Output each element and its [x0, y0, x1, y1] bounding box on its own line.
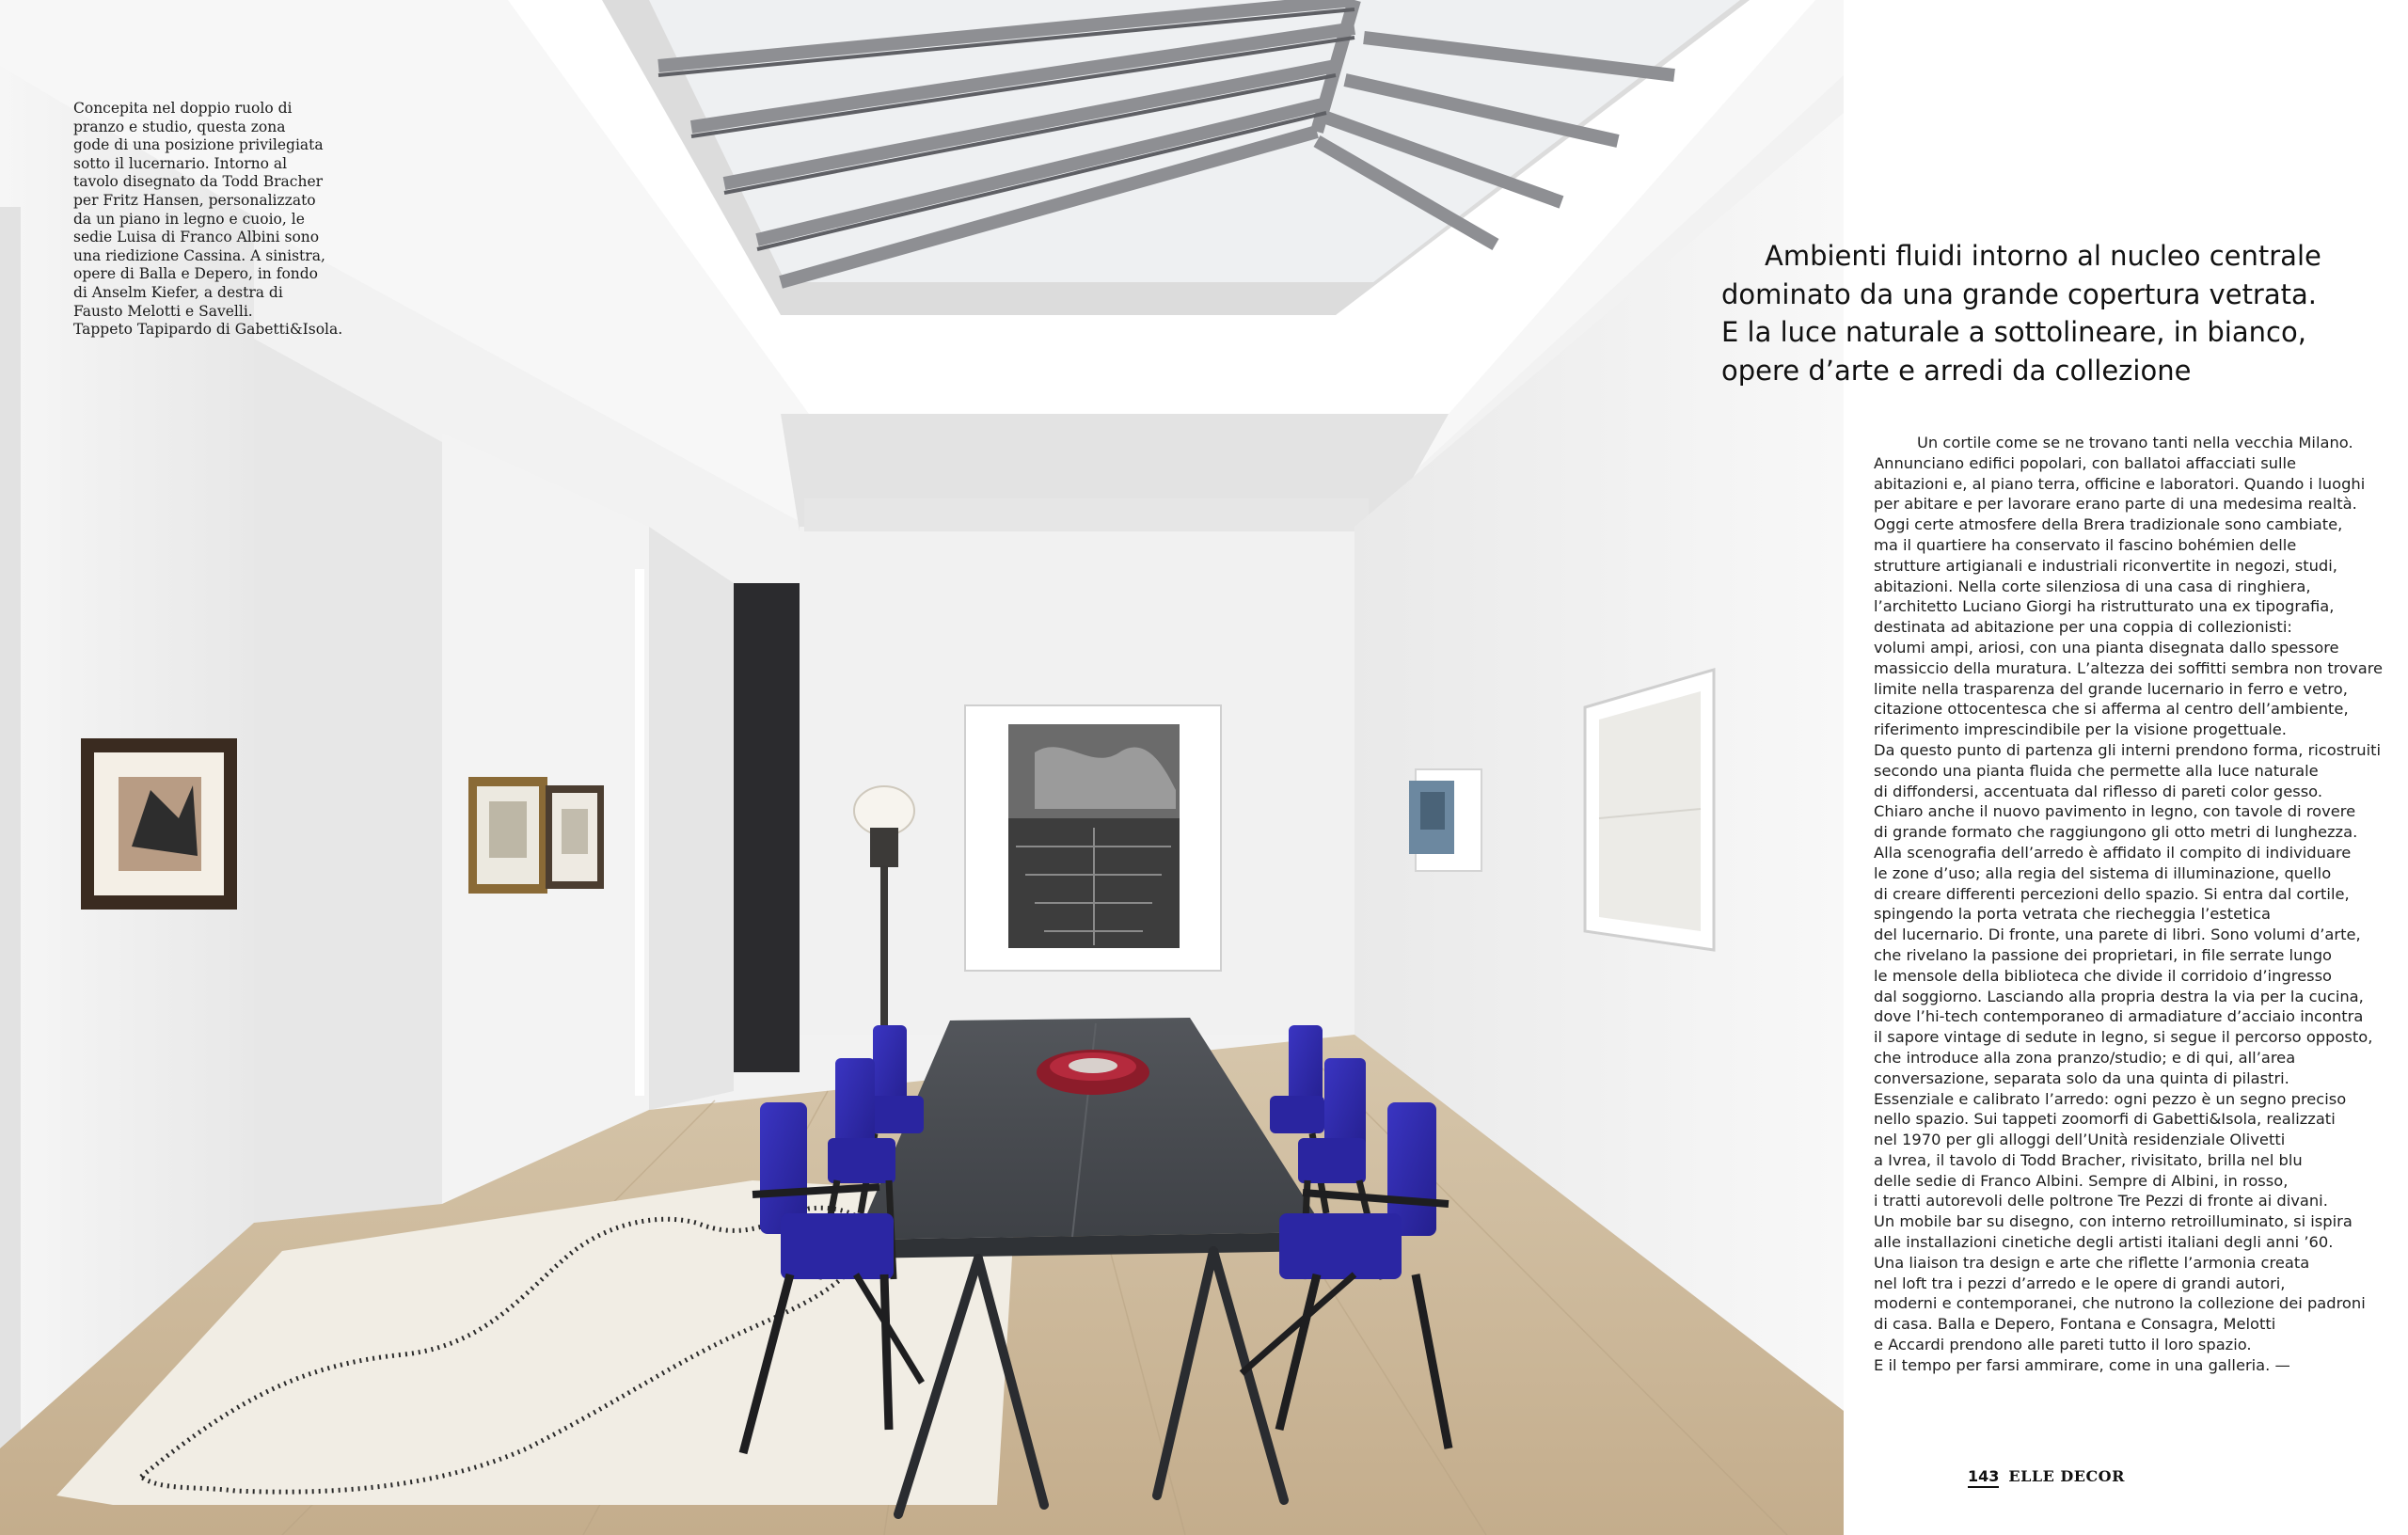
body-line: moderni e contemporanei, che nutrono la collezione dei padroni: [1874, 1294, 2366, 1313]
body-line: che introduce alla zona pranzo/studio; e di qui, all’area: [1874, 1048, 2296, 1067]
body-line: limite nella trasparenza del grande lucernario in ferro e vetro,: [1874, 679, 2348, 698]
headline-line: E la luce naturale a sottolineare, in bianco,: [1721, 316, 2306, 348]
body-line: a Ivrea, il tavolo di Todd Bracher, rivisitato, brilla nel blu: [1874, 1150, 2303, 1169]
body-line: per abitare e per lavorare erano parte di una medesima realtà.: [1874, 495, 2357, 514]
magazine-name: ELLE DECOR: [2008, 1467, 2125, 1485]
body-line: Da questo punto di partenza gli interni prendono forma, ricostruiti: [1874, 740, 2382, 759]
body-line: le zone d’uso; alla regia del sistema di illuminazione, quello: [1874, 863, 2332, 882]
body-line: destinata ad abitazione per una coppia di collezionisti:: [1874, 618, 2292, 637]
headline-line: Ambienti fluidi intorno al nucleo centrale: [1765, 240, 2321, 272]
body-line: nel loft tra i pezzi d’arredo e le opere di grandi autori,: [1874, 1274, 2286, 1292]
headline: [1721, 237, 2380, 389]
headline-line: opere d’arte e arredi da collezione: [1721, 354, 2192, 387]
body-line: e Accardi prendono alle pareti tutto il loro spazio.: [1874, 1336, 2252, 1354]
body-line: Alla scenografia dell’arredo è affidato il compito di individuare: [1874, 843, 2352, 862]
headline-line: dominato da una grande copertura vetrata.: [1721, 277, 2317, 310]
article-body: [1874, 433, 2400, 1376]
body-line: massiccio della muratura. L’altezza dei soffitti sembra non trovare: [1874, 658, 2384, 677]
body-line: conversazione, separata solo da una quinta di pilastri.: [1874, 1068, 2289, 1087]
body-line: Oggi certe atmosfere della Brera tradizionale sono cambiate,: [1874, 515, 2343, 534]
body-line: abitazioni. Nella corte silenziosa di una casa di ringhiera,: [1874, 577, 2311, 595]
body-line: secondo una pianta fluida che permette alla luce naturale: [1874, 761, 2319, 780]
body-line: spingendo la porta vetrata che riecheggia l’estetica: [1874, 905, 2272, 924]
body-line: E il tempo per farsi ammirare, come in una galleria. —: [1874, 1355, 2290, 1374]
body-line: dove l’hi-tech contemporaneo di armadiature d’acciaio incontra: [1874, 1007, 2364, 1026]
body-line: citazione ottocentesca che si afferma al centro dell’ambiente,: [1874, 700, 2349, 719]
body-line: Annunciano edifici popolari, con ballatoi affacciati sulle: [1874, 453, 2297, 472]
body-line: dal soggiorno. Lasciando alla propria destra la via per la cucina,: [1874, 987, 2364, 1005]
body-line: Chiaro anche il nuovo pavimento in legno, con tavole di rovere: [1874, 802, 2356, 821]
body-line: abitazioni e, al piano terra, officine e laboratori. Quando i luoghi: [1874, 474, 2366, 493]
body-line: i tratti autorevoli delle poltrone Tre Pezzi di fronte ai divani.: [1874, 1192, 2328, 1211]
body-line: nel 1970 per gli alloggi dell’Unità residenziale Olivetti: [1874, 1131, 2286, 1149]
body-line: di casa. Balla e Depero, Fontana e Consagra, Melotti: [1874, 1315, 2276, 1334]
body-line: ma il quartiere ha conservato il fascino bohémien delle: [1874, 535, 2297, 554]
body-line: volumi ampi, ariosi, con una pianta disegnata dallo spessore: [1874, 638, 2339, 657]
body-line: Una liaison tra design e arte che riflette l’armonia creata: [1874, 1253, 2310, 1272]
page-folio: [1968, 1467, 2125, 1485]
body-line: le mensole della biblioteca che divide il corridoio d’ingresso: [1874, 966, 2333, 985]
body-line: strutture artigianali e industriali riconvertite in negozi, studi,: [1874, 556, 2337, 575]
body-line: di grande formato che raggiungono gli otto metri di lunghezza.: [1874, 823, 2358, 842]
body-line: delle sedie di Franco Albini. Sempre di Albini, in rosso,: [1874, 1171, 2289, 1190]
body-line: nello spazio. Sui tappeti zoomorfi di Gabetti&Isola, realizzati: [1874, 1110, 2336, 1129]
body-line: Essenziale e calibrato l’arredo: ogni pezzo è un segno preciso: [1874, 1089, 2347, 1108]
body-line: riferimento imprescindibile per la visione progettuale.: [1874, 720, 2287, 739]
body-line: di creare differenti percezioni dello spazio. Si entra dal cortile,: [1874, 884, 2350, 903]
body-line: l’architetto Luciano Giorgi ha ristrutturato una ex tipografia,: [1874, 597, 2335, 616]
body-line: del lucernario. Di fronte, una parete di libri. Sono volumi d’arte,: [1874, 926, 2361, 944]
body-line: il sapore vintage di sedute in legno, si segue il percorso opposto,: [1874, 1028, 2373, 1047]
body-line: Un mobile bar su disegno, con interno retroilluminato, si ispira: [1874, 1212, 2353, 1231]
body-line: che rivelano la passione dei proprietari, in file serrate lungo: [1874, 945, 2333, 964]
body-line: Un cortile come se ne trovano tanti nella vecchia Milano.: [1917, 434, 2353, 451]
body-line: di diffondersi, accentuata dal riflesso di pareti color gesso.: [1874, 782, 2323, 800]
photo-caption: Concepita nel doppio ruolo di pranzo e studio, questa zona gode di una posizione privilegiata sotto il lucernario. Intorno al tavolo disegnato da Todd Bracher per Fritz Hansen, personalizzato da un piano in legno e cuoio, le sedie Luisa di Franco Albini sono una riedizione Cassina. A sinistra, opere di Balla e Depero, in fondo di Anselm Kiefer, a destra di Fausto Melotti e Savelli. Tappeto Tapipardo di Gabetti&Isola.: [73, 100, 343, 339]
body-line: alle installazioni cinetiche degli artisti italiani degli anni ’60.: [1874, 1233, 2334, 1252]
page-number: 143: [1968, 1467, 1999, 1488]
